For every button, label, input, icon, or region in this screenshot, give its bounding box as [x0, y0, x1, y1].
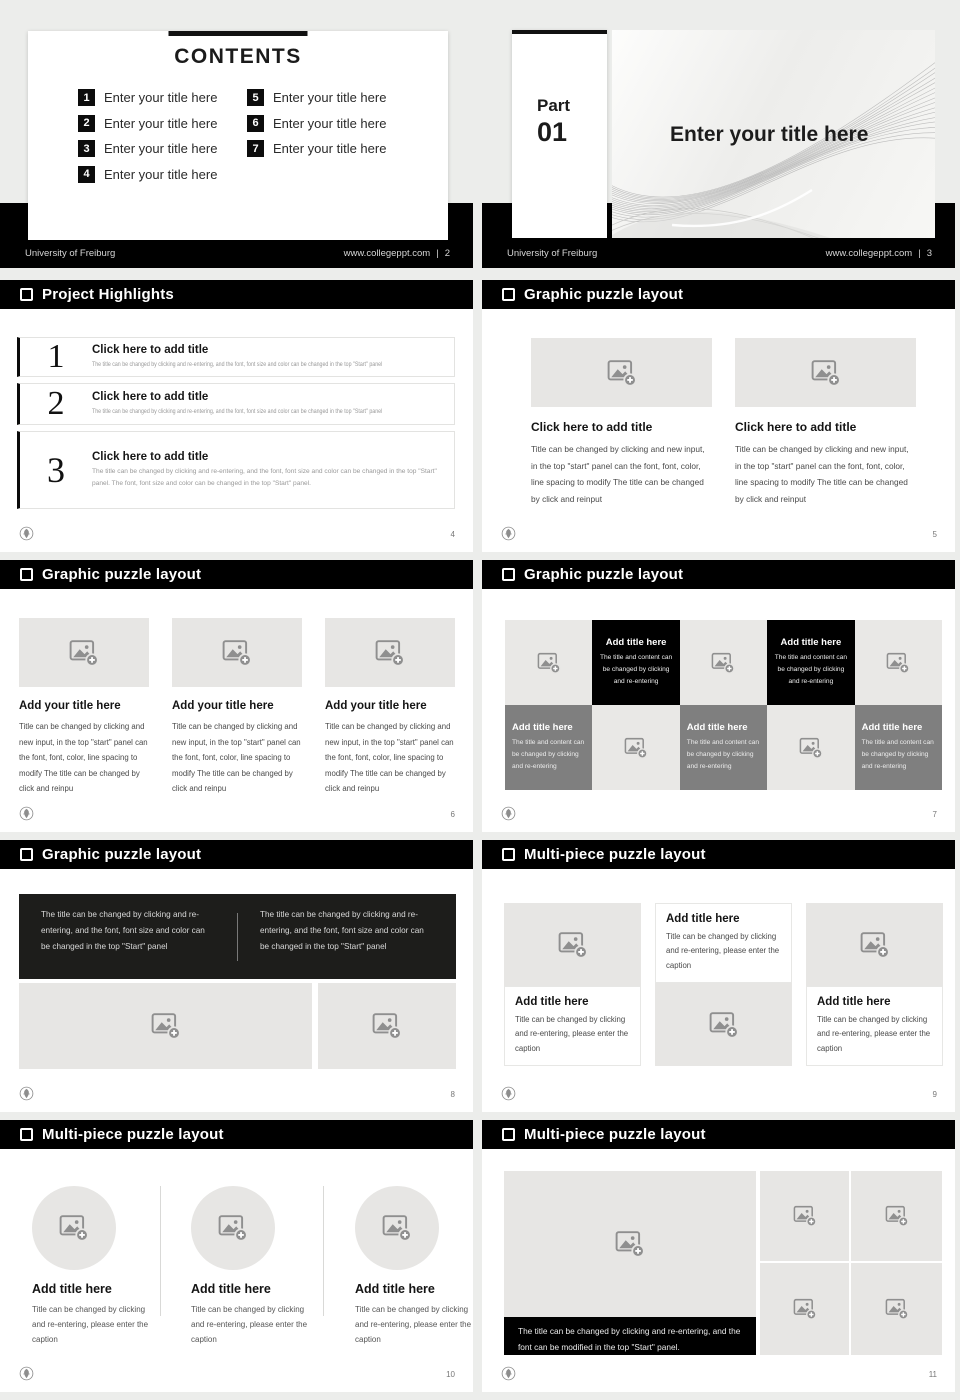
image-placeholder[interactable] [851, 1263, 942, 1355]
row-body: The title can be changed by clicking and re-entering, and the font, font size and color can be changed in the top "Start" panel [92, 407, 383, 415]
checkbox-icon [20, 1128, 33, 1141]
column-body: Title can be changed by clicking and new input, in the top "start" panel can the font, font, color, line spacing to modify The title can be changed by click and reinpu [19, 722, 148, 794]
image-placeholder[interactable] [735, 338, 916, 407]
slide-thumbnail-contents[interactable] [0, 0, 473, 272]
cell-body: The title and content can be changed by clicking and re-entering [861, 739, 934, 770]
card-title: Add title here [515, 996, 589, 1008]
slide-thumbnail-multipiece-grid[interactable] [482, 1120, 955, 1392]
column-title: Click here to add title [735, 420, 857, 434]
image-placeholder[interactable] [19, 618, 149, 687]
university-seal-logo [501, 526, 516, 541]
image-placeholder[interactable] [531, 338, 712, 407]
caption-card[interactable] [655, 903, 792, 983]
card-title: Add title here [666, 913, 740, 925]
slide-header-bar [482, 840, 955, 869]
slide-page-number: 8 [450, 1090, 455, 1099]
column-title: Click here to add title [531, 420, 653, 434]
slide-thumbnail-graphic-puzzle-3col[interactable] [0, 560, 473, 832]
panel-text: The title can be changed by clicking and re-entering, and the font, font size and color can be changed in the top "Start" panel [260, 910, 424, 951]
image-placeholder[interactable] [505, 620, 592, 705]
part-number-card [512, 30, 607, 238]
content-column [32, 1186, 158, 1348]
card-title: Add title here [191, 1282, 271, 1296]
slide-header-title: Graphic puzzle layout [524, 286, 684, 303]
row-body: The title can be changed by clicking and re-entering, and the font, font size and color can be changed in the top "Start" panel [92, 360, 383, 368]
image-placeholder[interactable] [655, 983, 792, 1066]
cell-body: The title and content can be changed by clicking and re-entering [686, 739, 760, 770]
vertical-divider [160, 1186, 161, 1316]
content-column [806, 903, 943, 1066]
row-number: 3 [47, 450, 65, 490]
content-column [325, 618, 455, 797]
vertical-divider [323, 1186, 324, 1316]
card-body: Title can be changed by clicking and re-entering, please enter the caption [32, 1305, 149, 1345]
image-placeholder[interactable] [325, 618, 455, 687]
row-body: The title can be changed by clicking and re-entering, and the font, font size and color can be changed in the top "Start" panel. The font, font size and color can be changed in the top "Start" panel. [92, 467, 437, 487]
slide-thumbnail-multipiece-circles[interactable] [0, 1120, 473, 1392]
card-body: Title can be changed by clicking and re-entering, please enter the caption [191, 1305, 308, 1345]
add-image-icon [885, 1205, 909, 1227]
image-placeholder[interactable] [851, 1171, 942, 1261]
toc-item[interactable] [78, 166, 247, 183]
add-image-icon [607, 359, 637, 387]
add-image-icon [59, 1214, 89, 1242]
highlight-row[interactable] [17, 383, 455, 425]
content-column [655, 903, 792, 1066]
toc-label: Enter your title here [104, 90, 218, 105]
part-label: Part [537, 96, 571, 115]
toc-label: Enter your title here [104, 166, 218, 182]
university-seal-logo [501, 806, 516, 821]
toc-number-badge: 7 [247, 140, 264, 157]
image-placeholder[interactable] [504, 903, 641, 986]
university-seal-logo [19, 1086, 34, 1101]
content-column [735, 338, 916, 507]
slide-header-bar [482, 280, 955, 309]
toc-label: Enter your title here [104, 115, 218, 131]
cell-title: Add title here [780, 637, 842, 649]
slide-header-bar [482, 560, 955, 589]
top-accent-bar [169, 31, 308, 36]
text-cell[interactable] [592, 620, 679, 705]
two-column-layout [531, 338, 916, 507]
content-column [531, 338, 712, 507]
slide-header-title: Multi-piece puzzle layout [524, 1126, 706, 1143]
cell-body: The title and content can be changed by clicking and re-entering [599, 654, 673, 685]
text-cell[interactable] [505, 705, 592, 790]
column-title: Add your title here [172, 700, 274, 712]
row-title: Click here to add title [92, 343, 209, 356]
panel-text: The title can be changed by clicking and re-entering, and the font, font size and color can be changed in the top "Start" panel [41, 910, 205, 951]
contents-card [28, 31, 448, 240]
slide-header-title: Multi-piece puzzle layout [42, 1126, 224, 1143]
image-placeholder[interactable] [19, 983, 312, 1069]
toc-number-badge: 6 [247, 115, 264, 132]
checkbox-icon [20, 288, 33, 301]
caption-card[interactable] [806, 986, 943, 1066]
slide-header-title: Project Highlights [42, 286, 174, 303]
checkbox-icon [502, 848, 515, 861]
slide-page-number: 4 [450, 530, 455, 539]
toc-label: Enter your title here [104, 141, 218, 156]
three-column-layout [19, 618, 455, 797]
slide-page-number: 6 [450, 810, 455, 819]
highlight-rows [17, 337, 455, 515]
cell-body: The title and content can be changed by clicking and re-entering [512, 739, 585, 770]
slide-header-title: Graphic puzzle layout [42, 566, 202, 583]
add-image-icon [811, 359, 841, 387]
add-image-icon [222, 639, 252, 667]
add-image-icon [69, 639, 99, 667]
add-image-icon [537, 652, 561, 674]
image-placeholder[interactable] [806, 903, 943, 986]
row-title: Click here to add title [92, 450, 209, 463]
toc-label: Enter your title here [273, 115, 387, 131]
image-placeholder[interactable] [592, 705, 679, 790]
add-image-icon [382, 1214, 412, 1242]
slide-thumbnail-graphic-puzzle-dark-panel[interactable] [0, 840, 473, 1112]
toc-list [78, 89, 448, 191]
university-seal-logo [19, 806, 34, 821]
cell-title: Add title here [605, 637, 667, 649]
checkbox-icon [20, 848, 33, 861]
card-body: Title can be changed by clicking and re-entering, please enter the caption [515, 1015, 629, 1053]
slide-thumbnail-project-highlights[interactable] [0, 280, 473, 552]
image-grid [760, 1171, 942, 1355]
slide-page-number: 2 [444, 248, 450, 259]
slide-thumbnail-graphic-puzzle-2col[interactable] [482, 280, 955, 552]
add-image-icon [793, 1205, 817, 1227]
slide-page-number: 5 [932, 530, 937, 539]
card-body: Title can be changed by clicking and re-entering, please enter the caption [355, 1305, 472, 1345]
slide-page-number: 3 [926, 248, 932, 259]
slide-header-bar [0, 840, 473, 869]
caption-bar: The title can be changed by clicking and re-entering, and the font can be modified in the top "Start" panel. [504, 1317, 756, 1355]
slide-header-title: Multi-piece puzzle layout [524, 846, 706, 863]
toc-item[interactable] [78, 115, 247, 132]
part-number: 01 [537, 117, 568, 147]
toc-number-badge: 2 [78, 115, 95, 132]
footer-brand: University of Freiburg [25, 248, 116, 259]
footer-brand: University of Freiburg [507, 248, 598, 259]
footer-site: www.collegeppt.com | 3 [825, 248, 932, 259]
card-body: Title can be changed by clicking and re-entering, please enter the caption [666, 932, 780, 970]
add-image-icon [885, 1298, 909, 1320]
top-accent-bar [512, 30, 607, 34]
add-image-icon [709, 1011, 739, 1039]
toc-number-badge: 5 [247, 89, 264, 106]
footer-site: www.collegeppt.com | 2 [343, 248, 450, 259]
add-image-icon [793, 1298, 817, 1320]
add-image-icon [886, 652, 910, 674]
image-placeholder[interactable] [760, 1171, 849, 1261]
image-placeholder[interactable] [318, 983, 456, 1069]
text-cell[interactable] [680, 705, 767, 790]
toc-item[interactable] [247, 115, 416, 132]
slide-page-number: 10 [446, 1370, 455, 1379]
column-body: Title can be changed by clicking and new input, in the top "start" panel can the font, font, color, line spacing to modify The title can be changed by click and reinpu [172, 722, 301, 794]
toc-label: Enter your title here [273, 90, 387, 105]
slide-header-title: Graphic puzzle layout [42, 846, 202, 863]
add-image-icon [558, 931, 588, 959]
section-title-panel [612, 30, 935, 238]
content-column [504, 903, 641, 1066]
image-placeholder[interactable] [760, 1263, 849, 1355]
contents-title: CONTENTS [174, 45, 302, 68]
section-title: Enter your title here [670, 123, 869, 146]
add-image-icon [711, 652, 735, 674]
image-placeholder[interactable] [191, 1186, 275, 1270]
checker-grid [505, 620, 942, 790]
slide-header-bar [0, 560, 473, 589]
checkbox-icon [502, 1128, 515, 1141]
content-column [172, 618, 302, 797]
add-image-icon [624, 737, 648, 759]
row-number: 2 [47, 385, 65, 422]
content-column [19, 618, 149, 797]
add-image-icon [151, 1012, 181, 1040]
column-body: Title can be changed by clicking and new input, in the top "start" panel can the font, font, color, line spacing to modify The title can be changed by click and reinpu [325, 722, 454, 794]
column-title: Add your title here [19, 700, 121, 712]
add-image-icon [372, 1012, 402, 1040]
add-image-icon [860, 931, 890, 959]
university-seal-logo [501, 1366, 516, 1381]
text-cell[interactable] [767, 620, 854, 705]
alternating-columns [504, 903, 943, 1066]
checkbox-icon [20, 568, 33, 581]
add-image-icon [375, 639, 405, 667]
text-cell[interactable] [855, 705, 942, 790]
add-image-icon [218, 1214, 248, 1242]
university-seal-logo [501, 1086, 516, 1101]
slide-page-number: 7 [932, 810, 937, 819]
highlight-row[interactable] [17, 337, 455, 377]
dark-text-panel [19, 894, 456, 979]
cell-title: Add title here [686, 722, 748, 734]
cell-title: Add title here [861, 722, 923, 734]
toc-number-badge: 3 [78, 140, 95, 157]
slide-header-title: Graphic puzzle layout [524, 566, 684, 583]
image-placeholder[interactable] [355, 1186, 439, 1270]
slide-header-bar [482, 1120, 955, 1149]
toc-number-badge: 4 [78, 166, 95, 183]
slide-thumbnail-part-01[interactable] [482, 0, 955, 272]
university-seal-logo [19, 526, 34, 541]
image-placeholder[interactable] [855, 620, 942, 705]
slide-header-bar [0, 1120, 473, 1149]
row-number: 1 [47, 338, 65, 375]
image-placeholder[interactable] [680, 620, 767, 705]
toc-item[interactable] [78, 140, 247, 157]
column-title: Add your title here [325, 700, 427, 712]
column-body: Title can be changed by clicking and new input, in the top "start" panel can the font, font, color, line spacing to modify The title can be changed by click and reinput [531, 444, 705, 504]
card-body: Title can be changed by clicking and re-entering, please enter the caption [817, 1015, 931, 1053]
slide-header-bar [0, 280, 473, 309]
checkbox-icon [502, 288, 515, 301]
slide-page-number: 9 [932, 1090, 937, 1099]
cell-title: Add title here [512, 722, 573, 734]
toc-item[interactable] [78, 89, 247, 106]
caption-card[interactable] [504, 986, 641, 1066]
card-title: Add title here [32, 1282, 112, 1296]
toc-item[interactable] [247, 140, 416, 157]
toc-number-badge: 1 [78, 89, 95, 106]
slide-thumbnail-graphic-puzzle-grid[interactable] [482, 560, 955, 832]
image-placeholder[interactable] [504, 1171, 756, 1317]
toc-label: Enter your title here [273, 141, 387, 156]
add-image-icon [799, 737, 823, 759]
toc-item[interactable] [247, 89, 416, 106]
row-title: Click here to add title [92, 390, 209, 403]
highlight-row[interactable] [17, 431, 455, 509]
image-placeholder[interactable] [172, 618, 302, 687]
image-placeholder[interactable] [767, 705, 854, 790]
card-title: Add title here [355, 1282, 435, 1296]
card-title: Add title here [817, 996, 891, 1008]
content-column [355, 1186, 473, 1348]
image-placeholder[interactable] [32, 1186, 116, 1270]
add-image-icon [615, 1230, 645, 1258]
column-body: Title can be changed by clicking and new input, in the top "start" panel can the font, font, color, line spacing to modify The title can be changed by click and reinput [735, 444, 909, 504]
slide-thumbnail-multipiece-cards[interactable] [482, 840, 955, 1112]
cell-body: The title and content can be changed by clicking and re-entering [774, 654, 847, 685]
content-column [191, 1186, 317, 1348]
checkbox-icon [502, 568, 515, 581]
slide-page-number: 11 [928, 1370, 937, 1379]
university-seal-logo [19, 1366, 34, 1381]
